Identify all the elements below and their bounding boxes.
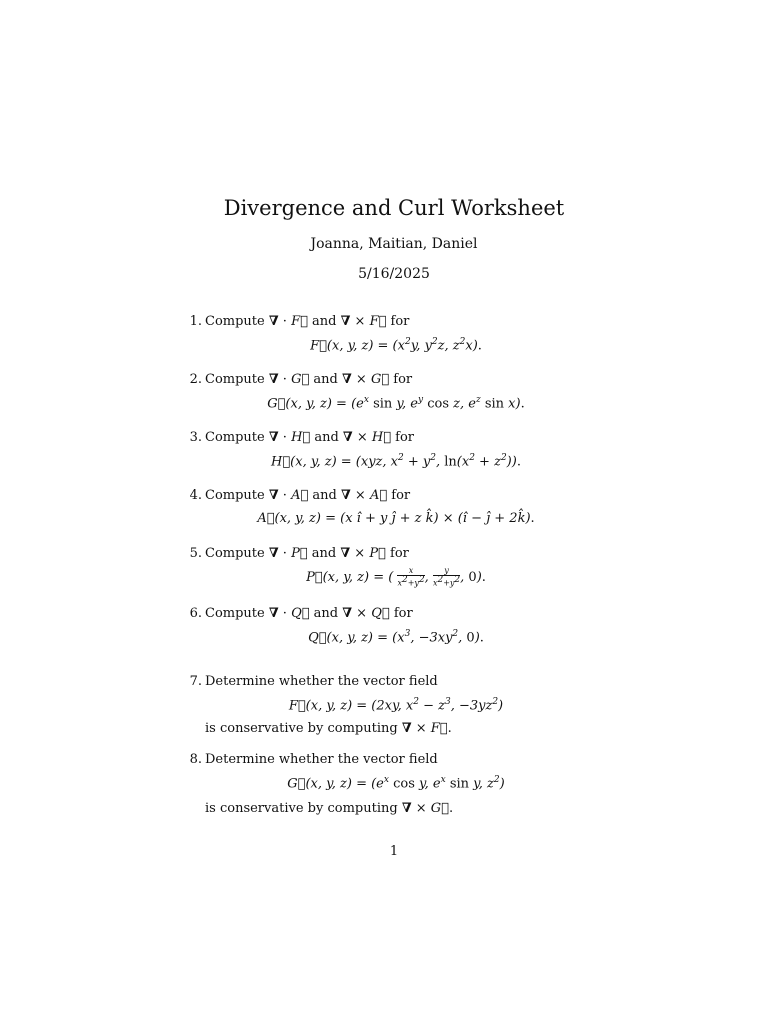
problem-followup: is conservative by computing ∇ × G⃗. [205,801,454,817]
problem-8 [186,752,606,830]
problem-prompt: Determine whether the vector field [205,674,438,689]
problem-prompt: Determine whether the vector field [205,752,438,767]
problem-number: 3. [189,430,202,445]
equation: P⃗(x, y, z) = ( $\frac{x}{x^2+y^2}$ , $\frac{y}{x^2+y^2}$ , 0). [306,566,486,588]
problem-prompt: Compute ∇ · A⃗ and ∇ × A⃗ for [205,488,411,503]
equation: G⃗(x, y, $z) = (e^x$ cos y, $e^x$ sin y, $z^2$) [287,775,505,792]
problem-number: 6. [189,606,202,621]
problem-number: 1. [189,314,202,329]
problem-number: 5. [189,546,202,561]
problem-7 [186,674,606,752]
page-title: Divergence and Curl Worksheet [223,196,565,220]
authors: Joanna, Maitian, Daniel [310,236,478,252]
equation: Q⃗(x, y, $z) = (x^3$, $-3xy^2$, 0). [308,629,484,646]
problem-prompt: Compute ∇ · G⃗ and ∇ × G⃗ for [205,372,413,387]
problem-number: 8. [189,752,202,767]
problem-number: 4. [189,488,202,503]
problem-prompt: Compute ∇ · F⃗ and ∇ × F⃗ for [205,314,410,329]
problem-prompt: Compute ∇ · Q⃗ and ∇ × Q⃗ for [205,606,413,621]
problem-number: 7. [189,674,202,689]
problem-prompt: Compute ∇ · P⃗ and ∇ × P⃗ for [205,546,409,561]
date: 5/16/2025 [358,266,430,282]
equation: F⃗(x, y, $z) = (x^2y$, $y^2z$, $z^2x$). [310,337,482,354]
problem-list [186,314,606,830]
equation: H⃗(x, y, z) = (xyz, $x^2 + y^2$, $\ln(x^2 + z^2)$). [271,453,521,470]
problem-1 [186,314,606,372]
problem-3 [186,430,606,488]
equation: G⃗(x, y, $z) = (e^x$ sin y, $e^y$ cos z, $e^z$ sin x). [267,395,525,412]
problem-number: 2. [189,372,202,387]
equation: F⃗(x, y, z) = (2xy, $x^2 - z^3$, $-3yz^2$) [288,697,504,714]
problem-5 [186,546,606,606]
problem-6 [186,606,606,674]
problem-prompt: Compute ∇ · H⃗ and ∇ × H⃗ for [205,430,415,445]
equation: A⃗(x, y, z) = (x î + y ĵ + z k̂) × (î − ĵ + 2k̂). [257,511,535,526]
problem-followup: is conservative by computing ∇ × F⃗. [205,721,452,737]
problem-4 [186,488,606,546]
page-number: 1 [389,844,399,859]
problem-2 [186,372,606,430]
